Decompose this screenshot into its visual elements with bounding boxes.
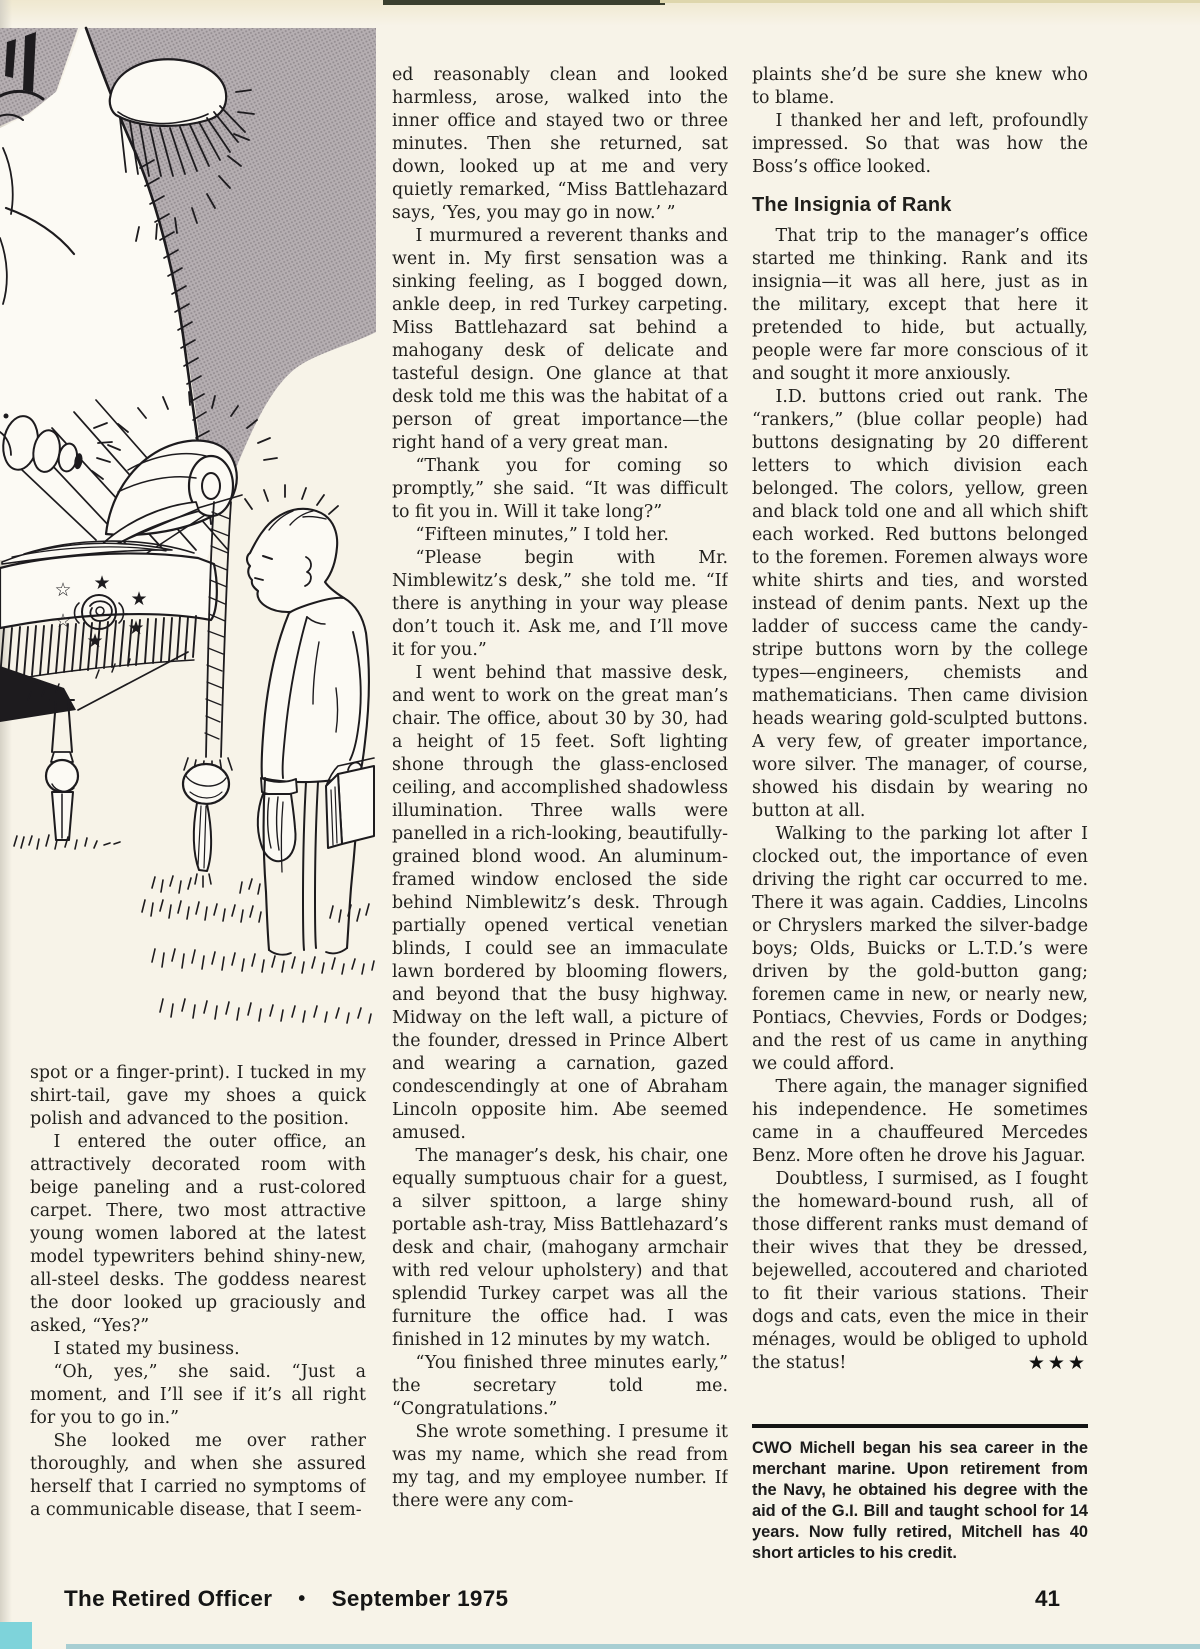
end-of-article-stars-icon: ★★★ bbox=[1027, 1352, 1088, 1374]
page-corner-artifact bbox=[0, 1622, 32, 1649]
svg-text:★: ★ bbox=[127, 617, 145, 639]
janitor-figure bbox=[245, 485, 369, 955]
footnote-divider bbox=[752, 1424, 1088, 1428]
text-column-right bbox=[752, 64, 1088, 1418]
page-top-edge-light bbox=[660, 0, 1200, 3]
paragraph: That trip to the manager’s office started me thinking. Rank and its insignia—it was all here, just as in the military, except that here it pretended to hide, but actually, people were far more conscious of it and sought it more anxiously. bbox=[752, 226, 1088, 384]
grass bbox=[142, 876, 374, 1023]
section-heading: The Insignia of Rank bbox=[752, 194, 952, 216]
paragraph: spot or a finger-print). I tucked in my shirt-tail, gave my shoes a quick polish and advanced to the position. bbox=[30, 1063, 366, 1129]
paragraph: Walking to the parking lot after I clocked out, the importance of even driving the right car occurred to me. There it was again. Caddies, Lincolns or Chryslers marked the silver-badge boys; Olds, Buicks or L.T.D.’s were driven by the gold-button gang; foremen came in new, or nearly new, Pontiacs, Chevvies, Fords or Dodges; and the rest of us came in anything we could afford. bbox=[752, 824, 1088, 1074]
page-top-edge-dark bbox=[383, 0, 665, 5]
paragraph: “Oh, yes,” she said. “Just a moment, and I’ll see if it’s all right for you to go in.” bbox=[30, 1362, 366, 1428]
paragraph: I.D. buttons cried out rank. The “rankers,” (blue collar people) had buttons designating by 20 different letters to which division each belonged. The colors, yellow, green and black told one and all which shift each worked. Red buttons belonged to the foremen. Foremen always wore white shirts and ties, and worsted instead of denim pants. Next up the ladder of success came the candy-stripe buttons worn by the college types—engineers, chemists and mathematicians. Then came division heads wearing gold-sculpted buttons. A very few, of greater importance, wore silver. The manager, of course, showed his disdain by wearing no button at all. bbox=[752, 387, 1088, 821]
author-footnote: CWO Michell began his sea career in the merchant marine. Upon retirement from the Navy, he obtained his degree with the aid of the G.I. Bill and taught school for 14 years. Now fully retired, Mitchell has 40 short articles to his credit. bbox=[752, 1439, 1088, 1562]
author-footnote-block bbox=[752, 1424, 1088, 1564]
paragraph: “You finished three minutes early,” the secretary told me. “Congratulations.” bbox=[392, 1353, 728, 1419]
paragraph: plaints she’d be sure she knew who to blame. bbox=[752, 65, 1088, 108]
paragraph: She looked me over rather thoroughly, and when she assured herself that I carried no symptoms of a communicable disease, that I seem- bbox=[30, 1431, 366, 1520]
text-column-left bbox=[30, 1062, 366, 1540]
text-column-middle bbox=[392, 64, 728, 1566]
right-column-section bbox=[752, 225, 1088, 1168]
svg-text:★: ★ bbox=[93, 572, 111, 594]
lunchbox bbox=[326, 758, 374, 848]
svg-text:☆: ☆ bbox=[54, 610, 72, 632]
footer-issue-date: September 1975 bbox=[331, 1586, 509, 1611]
paragraph: “Fifteen minutes,” I told her. bbox=[415, 525, 669, 545]
paragraph: The manager’s desk, his chair, one equally sumptuous chair for a guest, a silver spittoon, a large shiny portable ash-tray, Miss Battlehazard’s desk and chair, (mahogany armchair with red velour upholstery) and that splendid Turkey carpet was all the furniture the office had. I was finished in 12 minutes by my watch. bbox=[392, 1146, 728, 1350]
footer-bullet-icon: • bbox=[298, 1588, 306, 1610]
svg-text:★: ★ bbox=[86, 630, 104, 652]
footer-magazine-title: The Retired Officer bbox=[64, 1586, 273, 1611]
paragraph: I stated my business. bbox=[53, 1339, 240, 1359]
paragraph: I entered the outer office, an attractively decorated room with beige paneling and a rust-colored carpet. There, two most attractive young women labored at the latest model typewriters behind shiny-new, all-steel desks. The goddess nearest the door looked up graciously and asked, “Yes?” bbox=[30, 1132, 366, 1336]
footer-magazine-info bbox=[64, 1586, 508, 1612]
paragraph: “Thank you for coming so promptly,” she said. “It was difficult to fit you in. Will it take long?” bbox=[392, 456, 728, 522]
svg-text:★: ★ bbox=[130, 588, 148, 610]
paragraph: I thanked her and left, profoundly impressed. So that was how the Boss’s office looked. bbox=[752, 111, 1088, 177]
paragraph: “Please begin with Mr. Nimblewitz’s desk,” she told me. “If there is anything in your way please don’t touch it. Ask me, and I’ll move it for you.” bbox=[392, 548, 728, 660]
right-column-intro bbox=[752, 64, 1088, 179]
closing-paragraph-text: Doubtless, I surmised, as I fought the homeward-bound rush, all of those different ranks must demand of their wives that they be dressed, bejewelled, accoutered and charioted to fit their various stations. Their dogs and cats, even the mice in their ménages, would be obliged to uphold the status! bbox=[752, 1169, 1088, 1373]
paragraph: I went behind that massive desk, and went to work on the great man’s chair. The office, about 30 by 30, had a height of 15 feet. Soft lighting shone through the glass-enclosed ceiling, and accomplished shadowless illumination. Three walls were panelled in a rich-looking, beautifully-grained blond wood. An aluminum-framed window enclosed the side behind Nimblewitz’s desk. Through partially opened vertical venetian blinds, I could see an immaculate lawn bordered by blooming flowers, and beyond that the busy highway. Midway on the left wall, a picture of the founder, dressed in Prince Albert and wearing a carnation, gazed condescendingly at one of Abraham Lincoln opposite him. Abe seemed amused. bbox=[392, 663, 728, 1143]
office-cartoon-illustration bbox=[0, 0, 376, 1060]
chair-leg bbox=[14, 700, 120, 849]
footer-page-number: 41 bbox=[1034, 1586, 1060, 1611]
closing-paragraph bbox=[752, 1168, 1088, 1375]
page-bottom-edge bbox=[66, 1644, 1200, 1649]
paragraph: I murmured a reverent thanks and went in. My first sensation was a sinking feeling, as I bogged down, ankle deep, in red Turkey carpeting. Miss Battlehazard sat behind a mahogany desk of delicate and tasteful design. One glance at that desk told me this was the habitat of a person of great importance—the right hand of a very great man. bbox=[392, 226, 728, 453]
svg-text:☆: ☆ bbox=[54, 579, 72, 601]
paragraph: She wrote something. I presume it was my name, which she read from my tag, and my employee number. If there were any com- bbox=[392, 1422, 728, 1511]
paragraph: There again, the manager signified his independence. He sometimes came in a chauffeured Mercedes Benz. More often he drove his Jaguar. bbox=[752, 1077, 1088, 1166]
paragraph: ed reasonably clean and looked harmless, arose, walked into the inner office and stayed two or three minutes. Then she returned, sat down, looked up at me and very quietly remarked, “Miss Battlehazard says, ‘Yes, you may go in now.’ ” bbox=[392, 65, 728, 223]
